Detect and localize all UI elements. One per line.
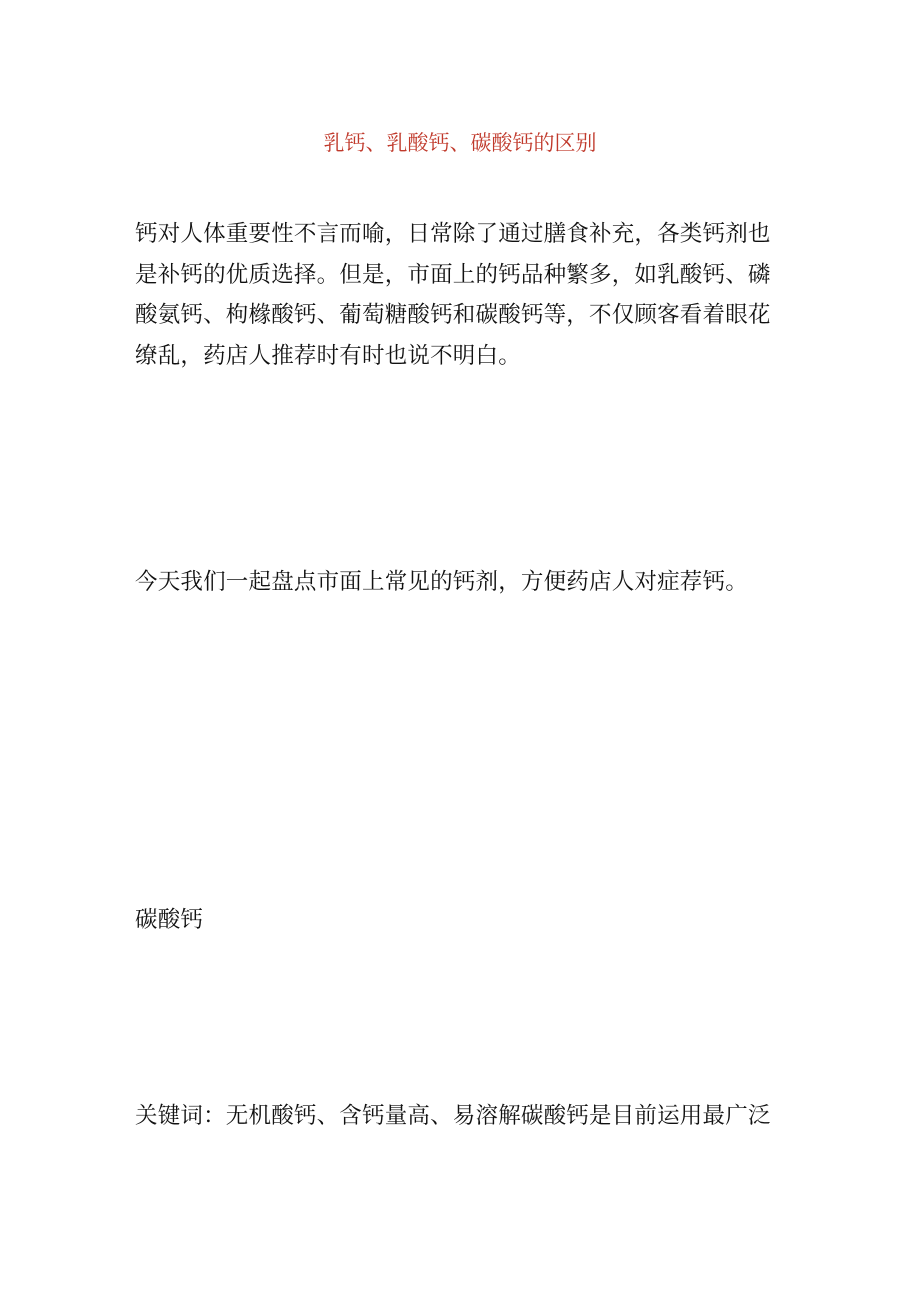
document-title: 乳钙、乳酸钙、碳酸钙的区别 [323, 131, 597, 155]
keywords-paragraph: 关键词：无机酸钙、含钙量高、易溶解碳酸钙是目前运用最广泛 [135, 1103, 771, 1129]
today-paragraph: 今天我们一起盘点市面上常见的钙剂，方便药店人对症荐钙。 [135, 569, 748, 595]
section-heading: 碳酸钙 [135, 907, 204, 933]
intro-paragraph: 钙对人体重要性不言而喻，日常除了通过膳食补充，各类钙剂也是补钙的优质选择。但是，市面上的钙品种繁多，如乳酸钙、磷酸氨钙、枸橼酸钙、葡萄糖酸钙和碳酸钙等，不仅顾客看着眼花缭乱，药店人推荐时有时也说不明白。 [135, 221, 771, 369]
